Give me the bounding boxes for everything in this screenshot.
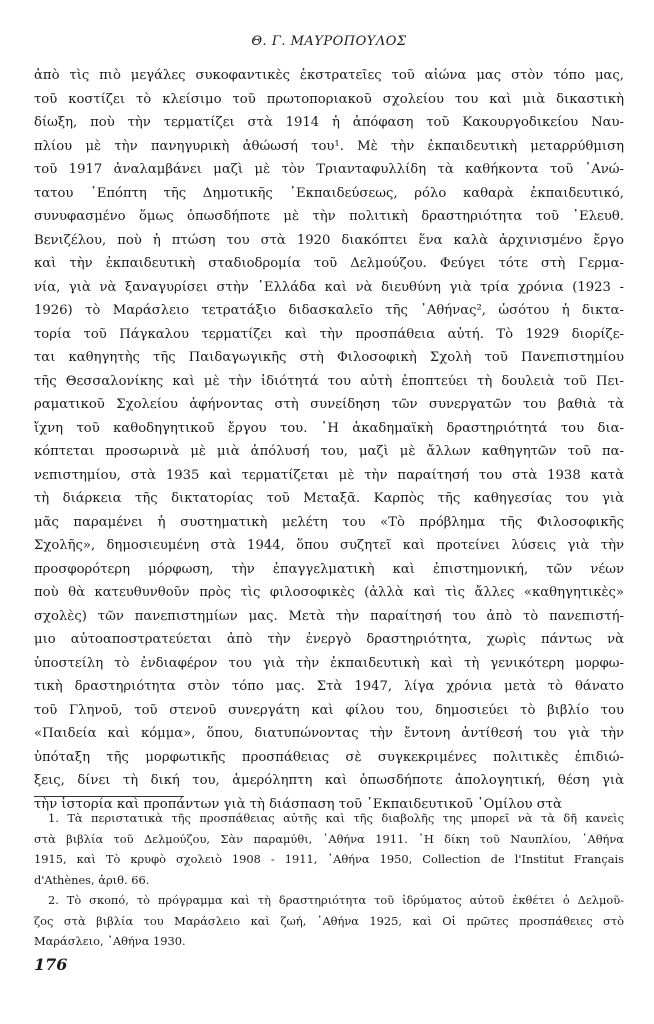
body-text — [34, 64, 624, 816]
body-line: τατου ᾿Επόπτη τῆς Δημοτικῆς ᾿Εκπαιδεύσεως, ρόλο καθαρὰ ἐκπαιδευτικό, — [34, 185, 624, 201]
body-line: ὑπόταξη τῆς μορφωτικῆς προσπάθειας σὲ συγκεκριμένες πολιτικὲς ἐπιδιώ- — [34, 749, 624, 765]
body-line: τοῦ κοστίζει τὸ κλείσιμο τοῦ πρωτοποριακοῦ σχολείου του καὶ μιὰ δικαστικὴ — [34, 91, 624, 107]
body-line: «Παιδεία καὶ κόμμα», ὅπου, διατυπώνοντας τὴν ἔντονη ἀντίθεσή του γιὰ τὴν — [34, 726, 624, 741]
body-line: νία, γιὰ νὰ ξαναγυρίσει στὴν ῾Ελλάδα καὶ νὰ διευθύνη γιὰ τρία χρόνια (1923 - — [34, 279, 624, 295]
body-line: πλίου μὲ τὴν πανηγυρικὴ ἀθώωσή του¹. Μὲ τὴν ἐκπαιδευτικὴ μεταρρύθμιση — [34, 138, 624, 154]
footnote-line: 1. Τὰ περιστατικὰ τῆς προσπάθειας αὐτῆς καὶ τῆς διαβολῆς της μπορεῖ νὰ τὰ δῆ κανεὶς — [48, 811, 624, 825]
body-line: δίωξη, ποὺ τὴν τερματίζει στὰ 1914 ἡ ἀπόφαση τοῦ Κακουργοδικείου Ναυ- — [34, 115, 624, 130]
footnote — [34, 808, 624, 890]
body-line: τὴ διάρκεια τῆς δικτατορίας τοῦ Μεταξᾶ. Καρπὸς τῆς καθηγεσίας του γιὰ — [34, 491, 624, 506]
body-line: ἴχνη τοῦ καθοδηγητικοῦ ἔργου του. ῾Η ἀκαδημαϊκὴ δραστηριότητά του δια- — [34, 420, 624, 436]
body-line: τῆς Θεσσαλονίκης καὶ μὲ τὴν ἰδιότητά του αὐτὴ ἐποπτεύει τὴ δουλειὰ τοῦ Πει- — [34, 373, 624, 389]
body-line: τοῦ 1917 ἀναλαμβάνει μαζὶ μὲ τὸν Τριανταφυλλίδη τὰ καθήκοντα τοῦ ᾿Ανώ- — [34, 162, 624, 177]
body-line: τικὴ δραστηριότητα στὸν τόπο μας. Στὰ 1947, λίγα χρόνια μετὰ τὸ θάνατο — [34, 679, 624, 694]
footnotes — [34, 808, 624, 952]
footnote-separator — [34, 796, 184, 797]
body-line: συνυφασμένο ὅμως ὁπωσδήποτε μὲ τὴν πολιτικὴ δραστηριότητα τοῦ ᾿Ελευθ. — [34, 209, 624, 224]
body-line: ποὺ θὰ κατευθυνθοῦν πρὸς τὶς φιλοσοφικὲς (ἀλλὰ καὶ τὶς ἄλλες «καθηγητικὲς» — [34, 585, 624, 600]
body-line: ται καθηγητὴς τῆς Παιδαγωγικῆς στὴ Φιλοσοφικὴ Σχολὴ τοῦ Πανεπιστημίου — [34, 350, 624, 365]
body-line: νεπιστημίου, στὰ 1935 καὶ τερματίζεται μὲ τὴν παραίτησή του στὰ 1938 κατὰ — [34, 467, 624, 483]
body-line: τοῦ Γληνοῦ, τοῦ στενοῦ συνεργάτη καὶ φίλου του, δημοσιεύει τὸ βιβλίο του — [34, 702, 624, 718]
body-line: καὶ τὴν ἐκπαιδευτικὴ σταδιοδρομία τοῦ Δελμούζου. Φεύγει τότε στὴ Γερμα- — [34, 256, 624, 271]
footnote-line: Μαράσλειο, ᾿Αθήνα 1930. — [34, 934, 186, 948]
body-line: μιο αὐτοαποστρατεύεται ἀπὸ τὴν ἐνεργὸ δραστηριότητα, χωρὶς πάντως νὰ — [34, 632, 624, 647]
body-line: τὴν ἱστορία καὶ προπάντων γιὰ τὴ διάσπαση τοῦ ᾿Εκπαιδευτικοῦ ῾Ομίλου στὰ — [34, 796, 562, 812]
running-head: Θ. Γ. ΜΑΥΡΟΠΟΥΛΟΣ — [251, 34, 407, 49]
footnote-line: d'Athènes, ἀριθ. 66. — [34, 872, 150, 887]
body-line: κόπτεται προσωρινὰ μὲ μιὰ ἀπόλυσή του, μαζὶ μὲ ἄλλων καθηγητῶν τοῦ πα- — [34, 444, 624, 459]
body-line: ξεις, δίνει τὴ δική του, ἀμερόληπτη καὶ ὁπωσδήποτε ἀπολογητική, θέση γιὰ — [34, 773, 624, 788]
body-line: σχολὲς) τῶν πανεπιστημίων μας. Μετὰ τὴν παραίτησή του ἀπὸ τὸ πανεπιστή- — [34, 608, 624, 624]
body-line: τορία τοῦ Πάγκαλου τερματίζει καὶ τὴν προσπάθεια αὐτή. Τὸ 1929 διορίζε- — [34, 326, 624, 342]
book-page — [34, 0, 624, 1024]
body-line: Βενιζέλου, ποὺ ἡ πτώση του στὰ 1920 διακόπτει ἕνα καλὰ ἀρχινισμένο ἔργο — [34, 232, 624, 248]
footnote-line: 1915, καὶ Τὸ κρυφὸ σχολειὸ 1908 - 1911, ᾿Αθήνα 1950, Collection de l'Institut Français — [34, 852, 624, 866]
body-line: μᾶς παραμένει ἡ συστηματικὴ μελέτη του «Τὸ πρόβλημα τῆς Φιλοσοφικῆς — [34, 514, 624, 530]
body-line: ἀπὸ τὶς πιὸ μεγάλες συκοφαντικὲς ἐκστρατεῖες τοῦ αἰώνα μας στὸν τόπο μας, — [34, 68, 624, 83]
footnote-line: ζος στὰ βιβλία του Μαράσλειο καὶ ζωή, ᾿Αθήνα 1925, καὶ Οἱ πρῶτες προσπάθειες στὸ — [34, 913, 624, 928]
footnote-line: 2. Τὸ σκοπό, τὸ πρόγραμμα καὶ τὴ δραστηριότητα τοῦ ἱδρύματος αὐτοῦ ἐκθέτει ὁ Δελμοῦ- — [48, 893, 624, 907]
body-line: Σχολῆς», δημοσιευμένη στὰ 1944, ὅπου συζητεῖ καὶ προτείνει λύσεις γιὰ τὴν — [34, 538, 624, 553]
body-line: ραματικοῦ Σχολείου ἀφήνοντας στὴ συνείδηση τῶν συνεργατῶν του βαθιὰ τὰ — [34, 397, 624, 412]
body-line: προσφορότερη μόρφωση, τὴν ἐπαγγελματικὴ καὶ ἐπιστημονική, τῶν νέων — [34, 561, 624, 577]
footnote-line: στὰ βιβλία τοῦ Δελμούζου, Σὰν παραμύθι, ᾿Αθήνα 1911. ῾Η δίκη τοῦ Ναυπλίου, ᾿Αθήνα — [34, 831, 624, 846]
page-number: 176 — [34, 955, 68, 974]
body-line: 1926) τὸ Μαράσλειο τετρατάξιο διδασκαλεῖο τῆς ᾿Αθήνας², ὡσότου ἡ δικτα- — [34, 303, 624, 318]
footnote — [34, 890, 624, 952]
body-line: ὑποστείλη τὸ ἐνδιαφέρον του γιὰ τὴν ἐκπαιδευτικὴ καὶ τὴ γενικότερη μορφω- — [34, 655, 624, 671]
